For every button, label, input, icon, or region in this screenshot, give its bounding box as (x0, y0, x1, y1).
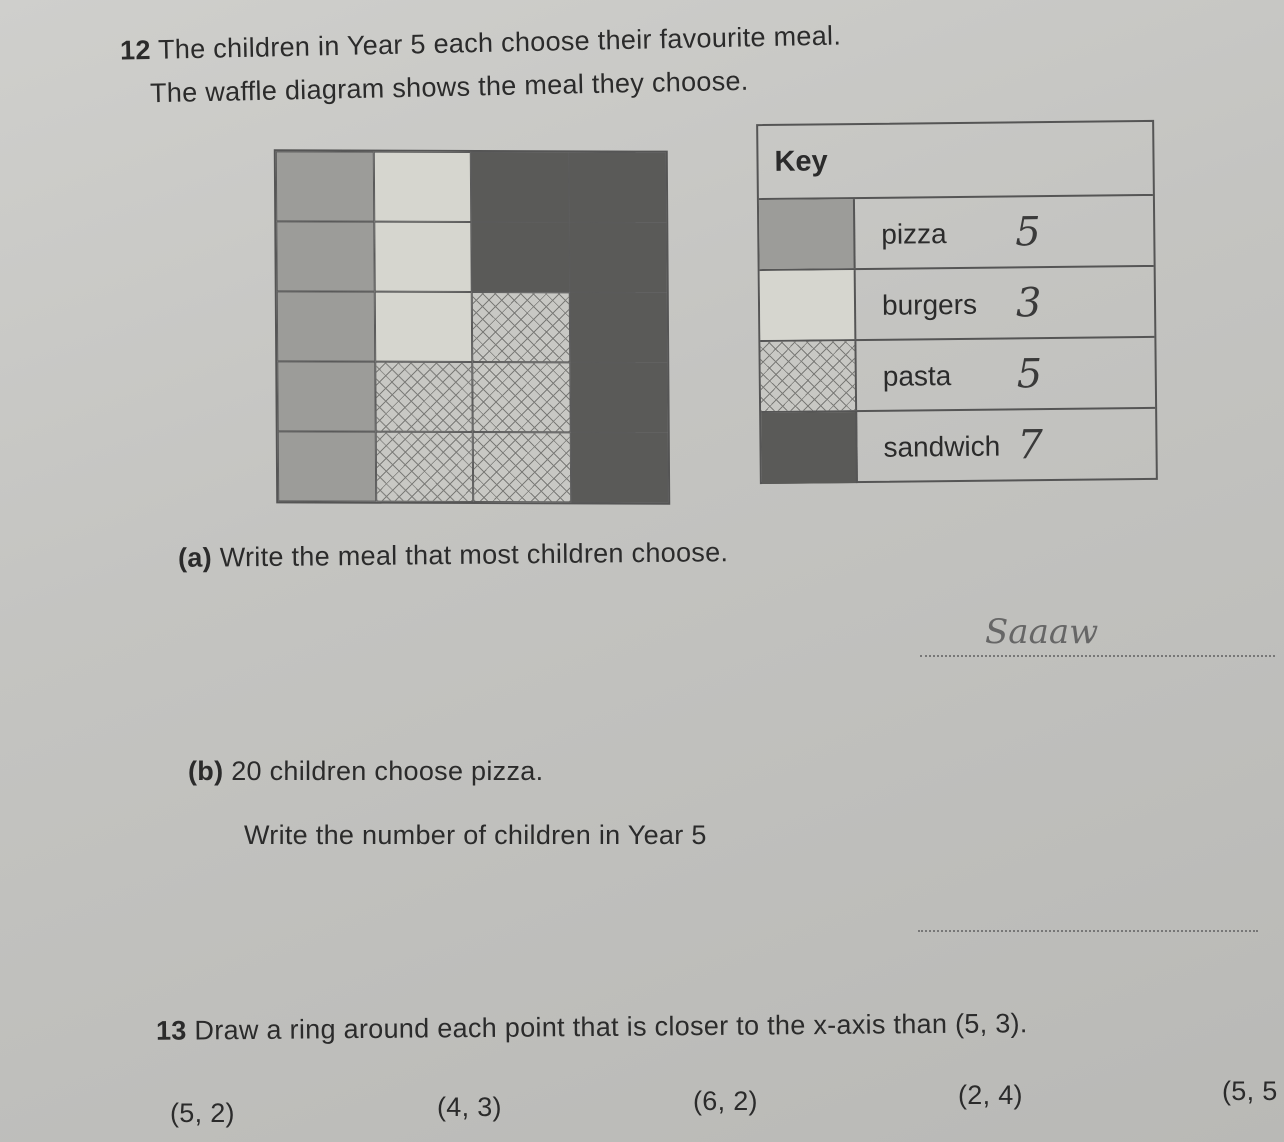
handwritten-count-burgers: 3 (1015, 280, 1042, 327)
part-b-question (188, 756, 543, 787)
waffle-cell-pizza (277, 361, 375, 431)
question-13-number: 13 (155, 1015, 187, 1046)
key-text-pizza: pizza (881, 218, 947, 250)
key-label-pasta (856, 338, 1155, 410)
key-row-pasta (760, 338, 1155, 413)
waffle-cell-pizza (277, 291, 375, 361)
waffle-cell-sandwich (570, 432, 668, 502)
question-12-number: 12 (119, 34, 152, 66)
sandwich-swatch (761, 412, 858, 484)
handwritten-count-sandwich: 7 (1017, 422, 1044, 469)
key-label-sandwich (857, 409, 1156, 483)
point-option[interactable]: (5, 2) (170, 1098, 235, 1128)
waffle-cell-pizza (276, 221, 374, 291)
waffle-cell-pasta (472, 362, 570, 432)
waffle-cell-sandwich (569, 292, 667, 362)
waffle-cell-pizza (278, 431, 376, 501)
part-b-instruction: Write the number of children in Year 5 (244, 820, 707, 850)
waffle-diagram (274, 149, 670, 504)
question-12-line-1 (120, 20, 842, 66)
key-label-pizza (855, 196, 1154, 268)
handwritten-count-pizza: 5 (1015, 209, 1041, 256)
waffle-cell-pasta (473, 432, 571, 502)
key-row-pizza (759, 196, 1154, 271)
waffle-cell-burgers (374, 292, 472, 362)
point-option[interactable]: (4, 3) (437, 1092, 502, 1122)
part-a-answer-line[interactable] (920, 655, 1275, 657)
part-a-handwritten-answer: Saaaw (985, 612, 1099, 652)
key-row-sandwich (761, 409, 1156, 484)
waffle-cell-sandwich (568, 152, 666, 222)
key-label-burgers (856, 267, 1155, 339)
part-b-answer-line[interactable] (918, 930, 1258, 932)
question-12-line-2: The waffle diagram shows the meal they choose. (149, 65, 749, 109)
point-option[interactable]: (6, 2) (693, 1086, 758, 1116)
key-text-burgers: burgers (881, 288, 978, 321)
key-table (756, 120, 1158, 484)
point-option[interactable]: (5, 5 (1222, 1076, 1278, 1106)
waffle-cell-sandwich (570, 362, 668, 432)
pizza-swatch (759, 199, 856, 269)
part-b-text: 20 children choose pizza. (231, 756, 544, 786)
key-row-burgers (760, 267, 1155, 342)
part-b-label: (b) (188, 756, 224, 786)
waffle-cell-burgers (374, 222, 472, 292)
point-option[interactable]: (2, 4) (958, 1080, 1023, 1110)
waffle-cell-sandwich (471, 222, 569, 292)
question-13-text: Draw a ring around each point that is closer to the x-axis than (5, 3). (194, 1008, 1028, 1046)
waffle-cell-sandwich (471, 152, 569, 222)
key-title: Key (758, 122, 1153, 200)
pasta-swatch (760, 341, 857, 411)
question-12-intro: The children in Year 5 each choose their favourite meal. (157, 20, 842, 65)
burgers-swatch (760, 270, 857, 340)
key-text-sandwich: sandwich (883, 430, 1001, 463)
handwritten-count-pasta: 5 (1016, 351, 1043, 398)
part-a-label: (a) (177, 542, 213, 573)
waffle-cell-pizza (276, 151, 374, 221)
part-a-question (178, 537, 729, 574)
waffle-cell-pasta (375, 362, 473, 432)
waffle-cell-burgers (373, 152, 471, 222)
question-13-line (156, 1008, 1028, 1047)
waffle-cell-pasta (472, 292, 570, 362)
key-text-pasta: pasta (882, 360, 952, 392)
waffle-cell-sandwich (569, 222, 667, 292)
part-a-text: Write the meal that most children choose. (219, 537, 729, 573)
waffle-cell-pasta (375, 432, 473, 502)
